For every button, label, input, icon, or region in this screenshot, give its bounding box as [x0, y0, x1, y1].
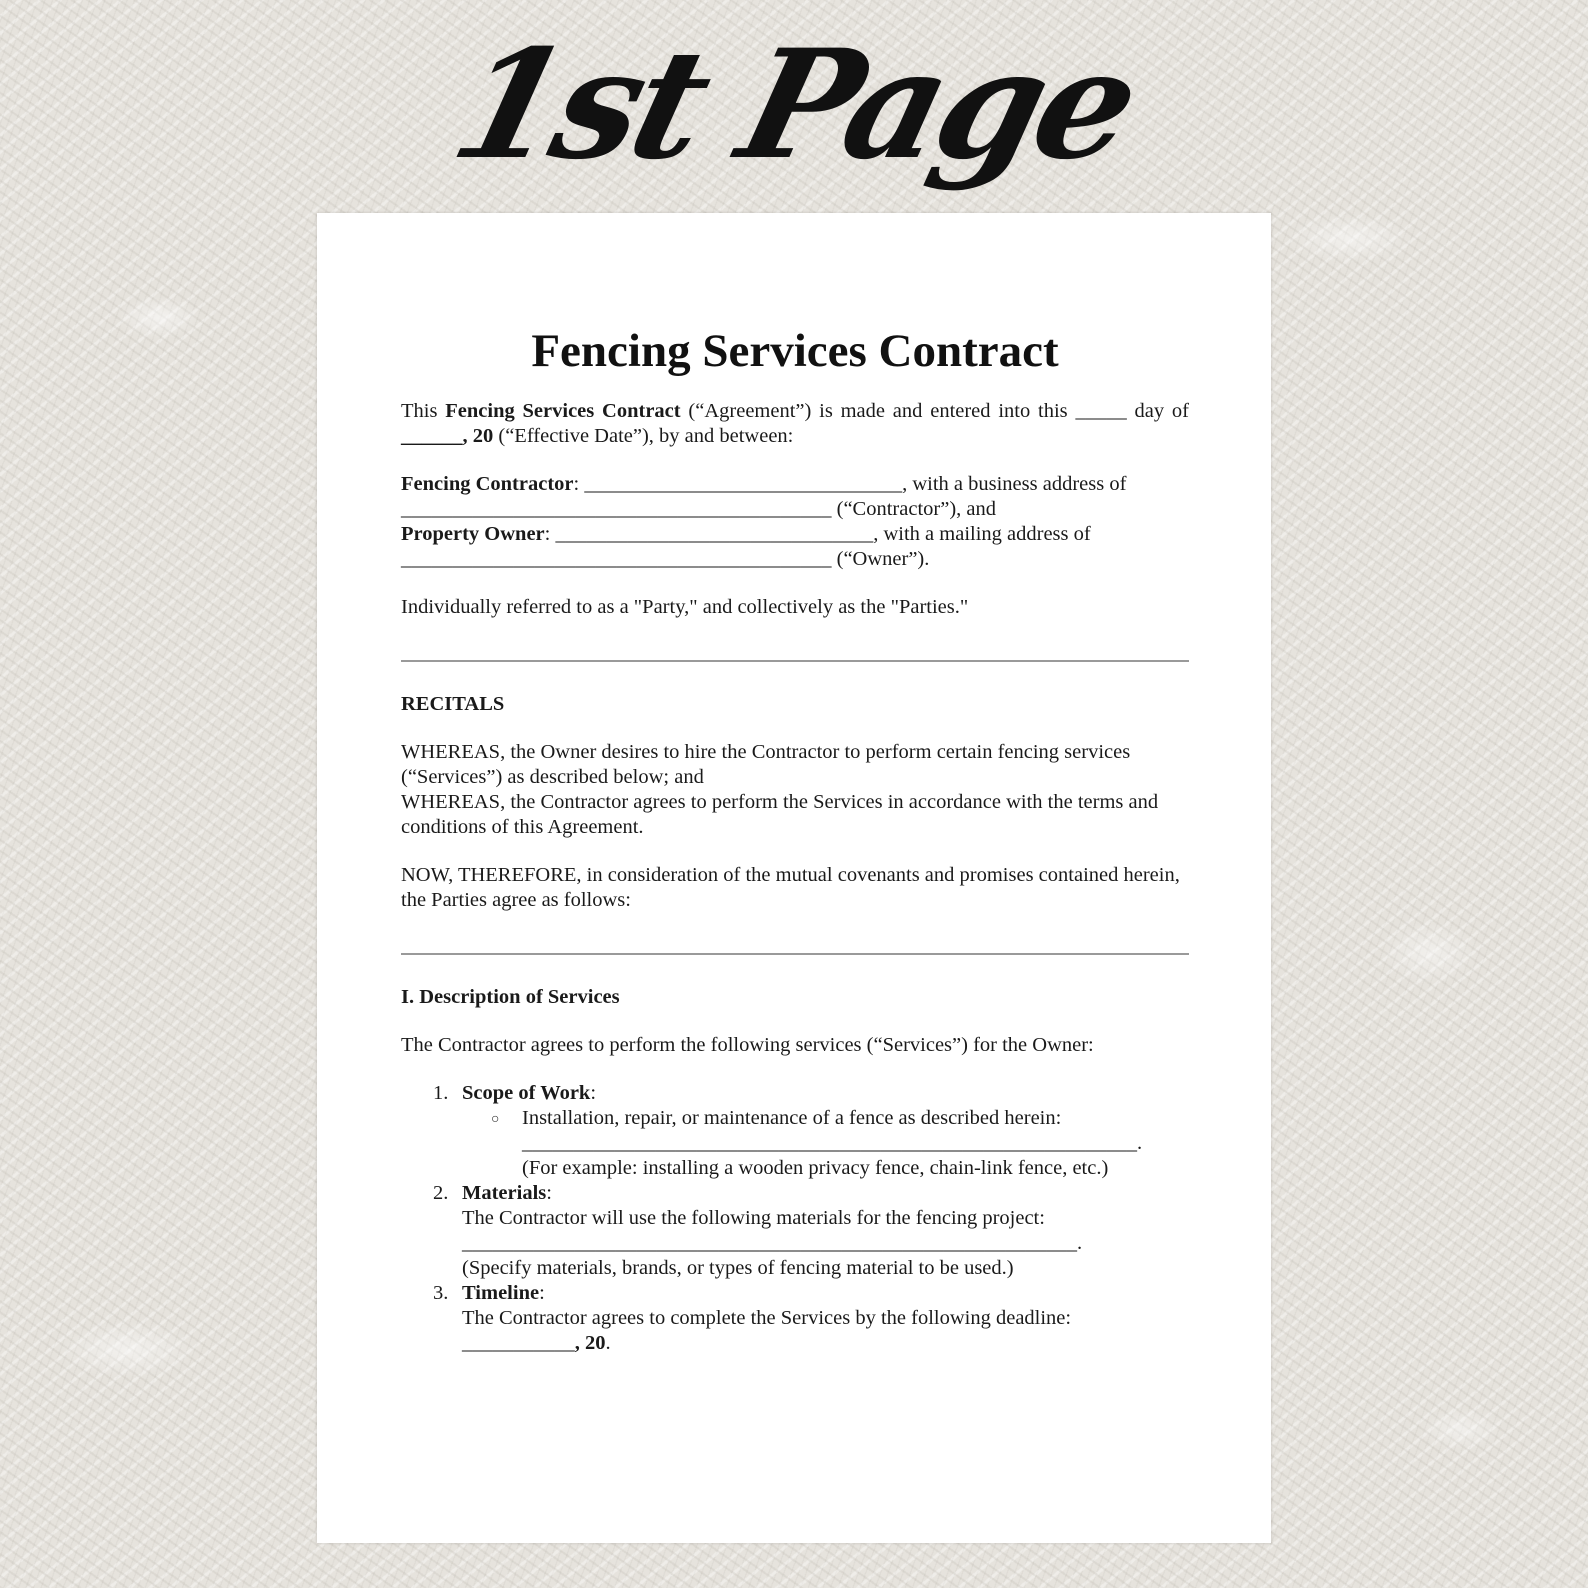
- contractor-label: Fencing Contractor: [401, 473, 574, 495]
- whereas-2: WHEREAS, the Contractor agrees to perform the Services in accordance with the terms and conditions of this Agreement.: [401, 791, 1159, 838]
- timeline-text: The Contractor agrees to complete the Services by the following deadline:: [462, 1307, 1072, 1329]
- owner-address-line: [401, 547, 1189, 572]
- materials-text: The Contractor will use the following materials for the fencing project:: [462, 1207, 1045, 1229]
- list-item-label: Materials: [462, 1182, 547, 1204]
- deadline-period: .: [605, 1332, 611, 1354]
- contractor-address-blank: __________________________________________: [401, 498, 832, 520]
- scope-text: Installation, repair, or maintenance of a fence as described herein:: [522, 1107, 1062, 1129]
- section-divider: [401, 953, 1189, 955]
- list-number: 1.: [433, 1082, 449, 1104]
- now-therefore: NOW, THEREFORE, in consideration of the mutual covenants and promises contained herein, the Parties agree as follows:: [401, 864, 1180, 911]
- intro-paragraph: [401, 399, 1189, 449]
- section-1-heading: I. Description of Services: [401, 986, 620, 1008]
- list-number: 2.: [433, 1182, 449, 1204]
- section-1-intro: The Contractor agrees to perform the following services (“Services”) for the Owner:: [401, 1034, 1094, 1056]
- month-blank: ______: [401, 425, 463, 447]
- materials-note: (Specify materials, brands, or types of fencing material to be used.): [462, 1257, 1014, 1279]
- label-colon: :: [539, 1282, 545, 1304]
- contractor-address-line: [401, 497, 1189, 522]
- deadline-year: , 20: [574, 1332, 606, 1354]
- document-title: Fencing Services Contract: [531, 325, 1059, 377]
- document-body: [401, 323, 1189, 1356]
- contractor-name-blank: : _______________________________: [573, 473, 903, 495]
- services-list: [401, 1081, 1189, 1356]
- contract-name: Fencing Services Contract: [445, 400, 681, 422]
- scope-note: (For example: installing a wooden privacy fence, chain-link fence, etc.): [522, 1157, 1109, 1179]
- circle-bullet-icon: ○: [491, 1112, 500, 1127]
- list-item-materials: [401, 1181, 1189, 1281]
- owner-name-blank: : _______________________________: [544, 523, 874, 545]
- owner-address-blank: __________________________________________: [401, 548, 832, 570]
- section-divider: [401, 660, 1189, 662]
- owner-label: Property Owner: [401, 523, 545, 545]
- contractor-suffix: (“Contractor”), and: [831, 498, 996, 520]
- list-item-label: Scope of Work: [462, 1082, 591, 1104]
- label-colon: :: [590, 1082, 597, 1104]
- deadline-blank: ___________: [462, 1332, 575, 1354]
- timeline-deadline: [462, 1331, 1189, 1356]
- owner-suffix: (“Owner”).: [831, 548, 930, 570]
- intro-text: This: [401, 400, 446, 422]
- contractor-line: [401, 472, 1189, 497]
- document-page: [317, 213, 1271, 1543]
- owner-line: [401, 522, 1189, 547]
- list-item-scope: [401, 1081, 1189, 1181]
- recitals-heading: RECITALS: [401, 693, 505, 715]
- materials-blank: ____________________________________________________________.: [462, 1232, 1083, 1254]
- scope-blank: ____________________________________________________________.: [522, 1132, 1143, 1154]
- page-banner-title: 1st Page: [437, 17, 1151, 193]
- list-item-label: Timeline: [462, 1282, 540, 1304]
- year-label: , 20: [462, 425, 494, 447]
- list-item-timeline: [401, 1281, 1189, 1356]
- contractor-address-text: , with a business address of: [902, 473, 1127, 495]
- parties-block: [401, 472, 1189, 572]
- intro-text-2: (“Agreement”) is made and entered into this _____ day of: [680, 400, 1189, 422]
- effective-date-text: (“Effective Date”), by and between:: [493, 425, 794, 447]
- label-colon: :: [546, 1182, 552, 1204]
- scope-sub-item: [462, 1106, 1189, 1181]
- owner-address-text: , with a mailing address of: [873, 523, 1091, 545]
- individually-paragraph: Individually referred to as a "Party," and collectively as the "Parties.": [401, 596, 969, 618]
- list-number: 3.: [433, 1282, 449, 1304]
- whereas-1: WHEREAS, the Owner desires to hire the Contractor to perform certain fencing services (“Services”) as described below; and: [401, 741, 1131, 788]
